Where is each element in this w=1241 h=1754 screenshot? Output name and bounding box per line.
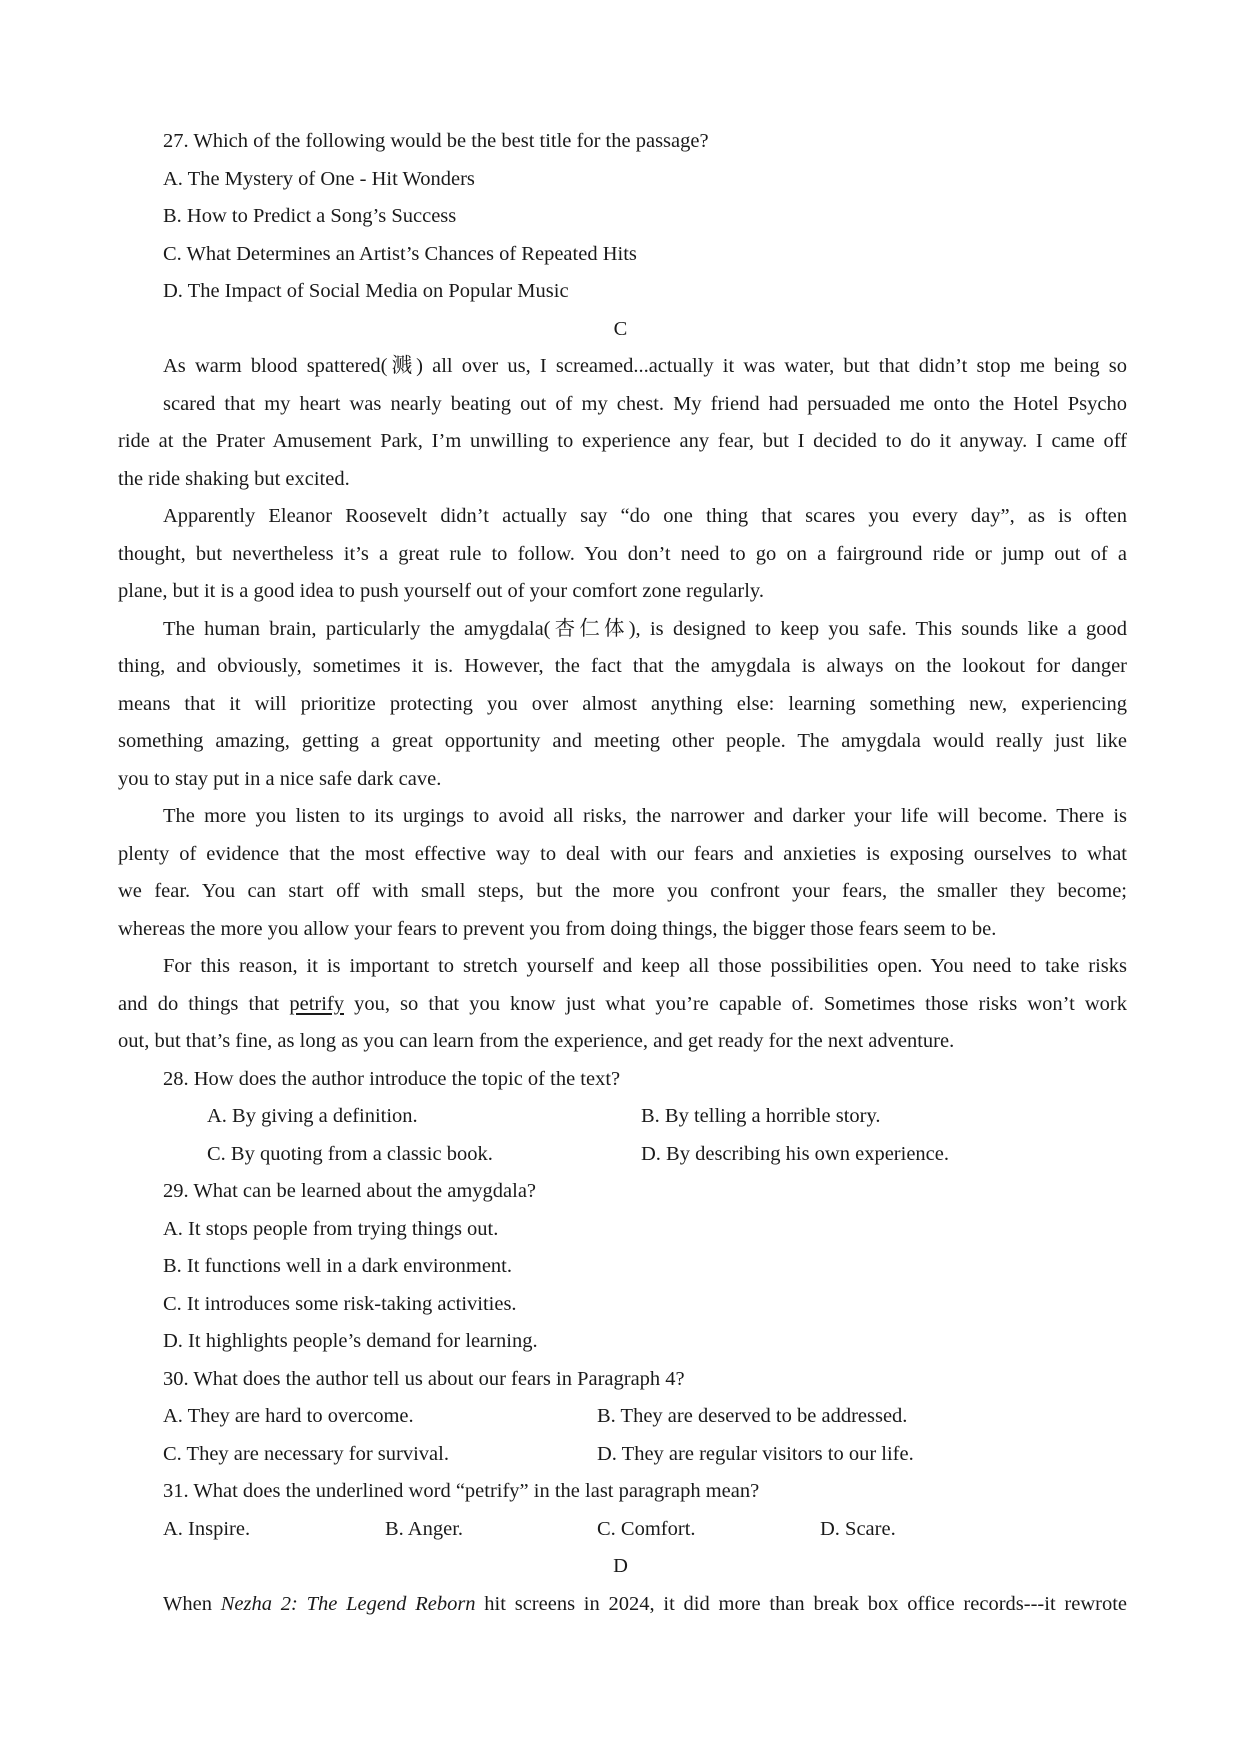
c-p1-line1: As warm blood spattered(溅) all over us, I screamed...actually it was water, but that didn’t stop me being so [163, 355, 1127, 377]
c-p5-line2-start: and do things that [118, 993, 290, 1015]
q28-option-b: B. By telling a horrible story. [641, 1105, 881, 1127]
q29-option-b: B. It functions well in a dark environment. [163, 1255, 512, 1277]
q28-option-c: C. By quoting from a classic book. [207, 1143, 493, 1165]
section-d-heading: D [613, 1555, 628, 1577]
q31-stem: 31. What does the underlined word “petrify” in the last paragraph mean? [163, 1480, 760, 1502]
c-p1-line3: ride at the Prater Amusement Park, I’m unwilling to experience any fear, but I decided to do it anyway. I came off [118, 430, 1127, 452]
c-p5-line2-end: you, so that you know just what you’re capable of. Sometimes those risks won’t work [344, 993, 1128, 1015]
c-p5-line1: For this reason, it is important to stretch yourself and keep all those possibilities open. You need to take risks [163, 955, 1127, 977]
q29-option-c: C. It introduces some risk-taking activities. [163, 1293, 517, 1315]
q27-option-b: B. How to Predict a Song’s Success [163, 205, 457, 227]
q28-option-d: D. By describing his own experience. [641, 1143, 949, 1165]
d-p1-start: When [163, 1593, 221, 1615]
q31-option-d: D. Scare. [820, 1518, 896, 1540]
c-p4-line3: we fear. You can start off with small steps, but the more you confront your fears, the smaller they become; [118, 880, 1127, 902]
film-title: Nezha 2: The Legend Reborn [220, 1593, 476, 1615]
q29-option-a: A. It stops people from trying things out. [163, 1218, 499, 1240]
q30-option-a: A. They are hard to overcome. [163, 1405, 414, 1427]
q27-option-a: A. The Mystery of One - Hit Wonders [163, 168, 475, 190]
q27-stem: 27. Which of the following would be the best title for the passage? [163, 130, 709, 152]
c-p2-line3: plane, but it is a good idea to push yourself out of your comfort zone regularly. [118, 580, 764, 602]
c-p1-line4: the ride shaking but excited. [118, 468, 350, 490]
c-p3-line1: The human brain, particularly the amygdala(杏仁体), is designed to keep you safe. This sounds like a good [163, 618, 1127, 640]
q28-option-a: A. By giving a definition. [207, 1105, 418, 1127]
c-p3-line5: you to stay put in a nice safe dark cave. [118, 768, 442, 790]
c-p4-line4: whereas the more you allow your fears to prevent you from doing things, the bigger those fears seem to be. [118, 918, 997, 940]
c-p3-line3: means that it will prioritize protecting you over almost anything else: learning something new, experiencing [118, 693, 1127, 715]
d-p1-end: hit screens in 2024, it did more than break box office records---it rewrote [475, 1593, 1127, 1615]
c-p4-line2: plenty of evidence that the most effective way to deal with our fears and anxieties is exposing ourselves to what [118, 843, 1127, 865]
c-p2-line1: Apparently Eleanor Roosevelt didn’t actually say “do one thing that scares you every day”, as is often [163, 505, 1127, 527]
d-p1-line1 [163, 1594, 1127, 1615]
q30-option-d: D. They are regular visitors to our life. [597, 1443, 914, 1465]
q30-option-c: C. They are necessary for survival. [163, 1443, 449, 1465]
q30-option-b: B. They are deserved to be addressed. [597, 1405, 908, 1427]
c-p5-line3: out, but that’s fine, as long as you can learn from the experience, and get ready for the next adventure. [118, 1030, 955, 1052]
c-p2-line2: thought, but nevertheless it’s a great rule to follow. You don’t need to go on a fairground ride or jump out of a [118, 543, 1127, 565]
q30-stem: 30. What does the author tell us about our fears in Paragraph 4? [163, 1368, 685, 1390]
q31-option-a: A. Inspire. [163, 1518, 251, 1540]
c-p3-line4: something amazing, getting a great opportunity and meeting other people. The amygdala would really just like [118, 730, 1127, 752]
q29-option-d: D. It highlights people’s demand for learning. [163, 1330, 538, 1352]
q31-option-b: B. Anger. [385, 1518, 464, 1540]
q29-stem: 29. What can be learned about the amygdala? [163, 1180, 537, 1202]
q31-option-c: C. Comfort. [597, 1518, 696, 1540]
c-p3-line2: thing, and obviously, sometimes it is. However, the fact that the amygdala is always on the lookout for danger [118, 655, 1127, 677]
c-p1-line2: scared that my heart was nearly beating out of my chest. My friend had persuaded me onto the Hotel Psycho [163, 393, 1127, 415]
c-p5-line2 [118, 994, 1127, 1015]
q27-option-d: D. The Impact of Social Media on Popular Music [163, 280, 569, 302]
section-c-heading: C [613, 318, 628, 340]
underlined-word-petrify: petrify [289, 993, 344, 1015]
c-p4-line1: The more you listen to its urgings to avoid all risks, the narrower and darker your life will become. There is [163, 805, 1127, 827]
q28-stem: 28. How does the author introduce the topic of the text? [163, 1068, 621, 1090]
q27-option-c: C. What Determines an Artist’s Chances of Repeated Hits [163, 243, 637, 265]
